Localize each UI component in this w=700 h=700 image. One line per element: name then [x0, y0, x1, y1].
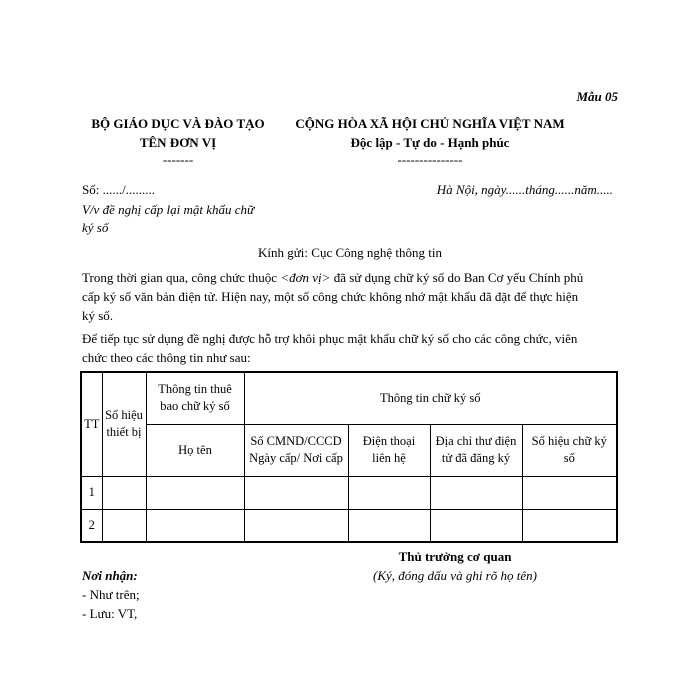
row-number: 1: [81, 476, 102, 509]
unit-placeholder: <đơn vị>: [280, 270, 331, 285]
table-cell: [348, 476, 430, 509]
header-device-line-2: thiết bị: [106, 425, 142, 439]
table-cell: [348, 509, 430, 542]
header-subscriber-group: [146, 372, 244, 424]
ministry-name: BỘ GIÁO DỤC VÀ ĐÀO TẠO: [91, 116, 265, 131]
country-name: CỘNG HÒA XÃ HỘI CHỦ NGHĨA VIỆT NAM: [295, 116, 565, 131]
paragraph-1-line-1: [82, 268, 642, 287]
form-code: Mẫu 05: [576, 89, 618, 104]
header-email-line-2: tử đã đăng ký: [441, 451, 511, 465]
signature-info-table: [80, 371, 618, 543]
unit-name: TÊN ĐƠN VỊ: [139, 135, 217, 150]
paragraph-1-text-b: đã sử dụng chữ ký số do Ban Cơ yếu Chính phủ: [330, 270, 584, 285]
header-subscriber-line-1: Thông tin thuê: [158, 382, 232, 397]
table-cell: [430, 476, 522, 509]
paragraph-1-text-a: Trong thời gian qua, công chức thuộc: [82, 270, 281, 285]
header-serial-line-1: Số hiệu chữ ký: [531, 434, 607, 448]
header-signature-group: [244, 372, 617, 424]
paragraph-2: [82, 329, 642, 367]
signature-title: Thủ trưởng cơ quan: [398, 549, 512, 564]
header-email-line-1: Địa chỉ thư điện: [435, 434, 517, 448]
paragraph-2-line-2: chức theo các thông tin như sau:: [82, 350, 251, 365]
table-cell: [102, 509, 146, 542]
table-cell: [146, 509, 244, 542]
paragraph-2-line-1: Để tiếp tục sử dụng đề nghị được hỗ trợ khôi phục mật khẩu chữ ký số cho các công chức, viên: [82, 331, 578, 346]
table-cell: [430, 509, 522, 542]
table-cell: [244, 476, 348, 509]
header-id-number: [244, 424, 348, 476]
signature-block: [355, 547, 555, 585]
right-header: [290, 114, 570, 167]
table-cell: [522, 509, 617, 542]
header-full-name-label: Họ tên: [178, 442, 212, 457]
table-cell: [522, 476, 617, 509]
document-number: Số: ....../.........: [82, 182, 155, 197]
header-full-name: [146, 424, 244, 476]
recipient-line: Kính gửi: Cục Công nghệ thông tin: [258, 245, 442, 260]
paragraph-1-line-3: ký số.: [82, 308, 114, 323]
signature-note: (Ký, đóng dấu và ghi rõ họ tên): [373, 568, 537, 583]
right-divider: ---------------: [397, 152, 463, 167]
national-motto: Độc lập - Tự do - Hạnh phúc: [350, 135, 510, 150]
left-header: [78, 114, 278, 167]
header-phone-line-1: Điện thoại: [362, 434, 416, 448]
table-header-row-1: [81, 372, 617, 424]
header-serial-line-2: số: [563, 451, 575, 465]
table-header-row-2: [81, 424, 617, 476]
header-email: [430, 424, 522, 476]
header-signature-label: Thông tin chữ ký số: [380, 390, 481, 405]
subject: [82, 201, 254, 237]
recipients-item-2: - Lưu: VT,: [82, 606, 138, 621]
header-device-line-1: Số hiệu: [105, 408, 143, 422]
subject-line-2: ký số: [82, 220, 109, 235]
table-cell: [102, 476, 146, 509]
header-id-line-1: Số CMND/CCCD: [250, 434, 342, 448]
place-date: Hà Nội, ngày......tháng......năm.....: [436, 182, 613, 197]
table-cell: [146, 476, 244, 509]
paragraph-1: [82, 268, 642, 325]
header-tt-label: TT: [84, 416, 100, 431]
recipients-label: Nơi nhận:: [82, 568, 138, 583]
paragraph-1-line-2: cấp ký số văn bản điện tử. Hiện nay, một số công chức không nhớ mật khẩu đã đặt để thực hiện: [82, 289, 579, 304]
header-phone-line-2: liên hệ: [372, 451, 406, 465]
recipients-item-1: - Như trên;: [82, 587, 140, 602]
left-divider: -------: [162, 152, 194, 167]
header-id-line-2: Ngày cấp/ Nơi cấp: [249, 451, 343, 465]
table-row: [81, 476, 617, 509]
subject-line-1: V/v đề nghị cấp lại mật khẩu chữ: [82, 202, 255, 217]
header-tt: [81, 372, 102, 476]
recipients-block: [82, 566, 140, 623]
row-number: 2: [81, 509, 102, 542]
table-row: [81, 509, 617, 542]
header-phone: [348, 424, 430, 476]
table-cell: [244, 509, 348, 542]
header-device-serial: [102, 372, 146, 476]
header-subscriber-line-2: bao chữ ký số: [160, 399, 230, 414]
header-signature-serial: [522, 424, 617, 476]
